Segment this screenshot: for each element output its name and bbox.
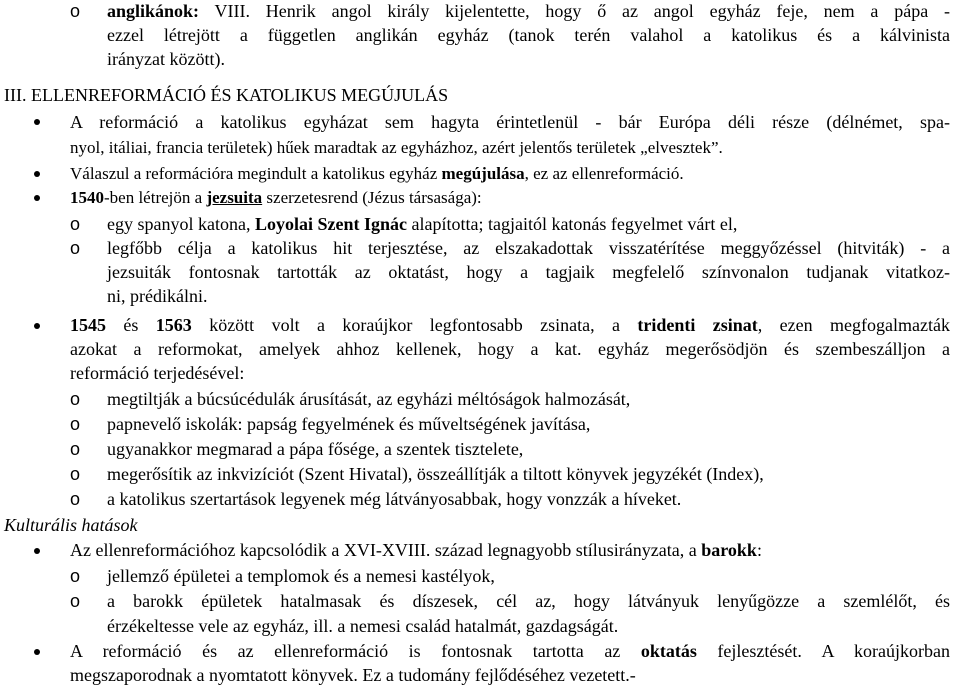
founder-name: Loyolai Szent Ignác bbox=[254, 214, 407, 234]
trent-item: a katolikus szertartások legyenek még látványosabbak, hogy vonzzák a híveket. bbox=[107, 489, 682, 509]
renewal-term: megújulása bbox=[441, 164, 525, 183]
education-line-2: megszaporodnak a nyomtatott könyvek. Ez a tudomány fejlődéséhez vezetett.- bbox=[70, 665, 636, 685]
bullet-dot bbox=[34, 548, 40, 554]
bullet-dot bbox=[34, 323, 40, 329]
trent-line-2: azokat a reformokat, amelyek ahhoz kellenek, hogy a kat. egyház megerősödjön és szembeszálljon a bbox=[70, 339, 950, 359]
baroque-item-line-2: érzékeltesse vele az egyház, ill. a nemesi család hatalmát, gazdagságát. bbox=[107, 616, 619, 636]
jesuit-line: 1540-ben létrejön a jezsuita szerzetesrend (Jézus társasága): bbox=[70, 188, 482, 207]
sub-bullet-marker: o bbox=[70, 1, 81, 21]
section-heading: III. ELLENREFORMÁCIÓ ÉS KATOLIKUS MEGÚJULÁS bbox=[4, 85, 449, 105]
baroque-item: jellemző épületei a templomok és a nemesi kastélyok, bbox=[107, 566, 495, 586]
trent-line-1: 1545 és 1563 között volt a koraújkor legfontosabb zsinata, a tridenti zsinat, ezen megfogalmazták bbox=[70, 315, 950, 335]
sub-bullet-marker: o bbox=[70, 214, 81, 234]
anglican-line-2: ezzel létrejött a független anglikán egyház (tanok terén valahol a katolikus és a kálvinista bbox=[107, 25, 950, 45]
jesuit-term: jezsuita bbox=[206, 188, 263, 207]
sub-bullet-marker: o bbox=[70, 389, 81, 409]
renewal-line: Válaszul a reformációra megindult a katolikus egyház megújulása, ez az ellenreformáció. bbox=[70, 164, 684, 183]
trent-item: megtiltják a búcsúcédulák árusítását, az egyházi méltóságok halmozását, bbox=[107, 389, 631, 409]
bullet-dot bbox=[34, 119, 40, 125]
bullet-dot bbox=[34, 195, 40, 201]
sub-bullet-marker: o bbox=[70, 439, 81, 459]
sub-bullet-marker: o bbox=[70, 489, 81, 509]
sub-bullet-marker: o bbox=[70, 238, 81, 258]
sub-bullet-marker: o bbox=[70, 464, 81, 484]
jesuit-goal-line-3: ni, prédikálni. bbox=[107, 286, 208, 306]
reform-line-2: nyol, itáliai, francia területek) hűek maradtak az egyházhoz, azért jelentős területek „elvesztek”. bbox=[70, 138, 723, 157]
baroque-item-line-1: a barokk épületek hatalmasak és díszesek, cél az, hogy látványuk lenyűgözze a szemlélőt, és bbox=[107, 591, 950, 611]
education-line-1: A reformáció és az ellenreformáció is fontosnak tartotta az oktatás fejlesztését. A koraújkorban bbox=[70, 641, 950, 661]
year-1540: 1540 bbox=[70, 188, 104, 207]
year-1545: 1545 bbox=[70, 315, 106, 335]
trent-item: megerősítik az inkvizíciót (Szent Hivatal), összeállítják a tiltott könyvek jegyzékét (Index), bbox=[107, 464, 764, 484]
trent-item: ugyanakkor megmarad a pápa fősége, a szentek tisztelete, bbox=[107, 439, 524, 459]
baroque-term: barokk bbox=[701, 540, 757, 560]
trent-item: papnevelő iskolák: papság fegyelmének és műveltségének javítása, bbox=[107, 414, 591, 434]
culture-heading: Kulturális hatások bbox=[4, 515, 138, 535]
sub-bullet-marker: o bbox=[70, 591, 81, 611]
sub-bullet-marker: o bbox=[70, 566, 81, 586]
sub-bullet-marker: o bbox=[70, 414, 81, 434]
jesuit-founder-line: egy spanyol katona, Loyolai Szent Ignác alapította; tagjaitól katonás fegyelmet várt el, bbox=[107, 214, 738, 234]
anglican-line-3: irányzat között). bbox=[107, 49, 225, 69]
jesuit-goal-line-1: legfőbb célja a katolikus hit terjesztése, az elszakadottak visszatérítése meggyőzéssel (hitviták) - a bbox=[107, 238, 950, 258]
baroque-line: Az ellenreformációhoz kapcsolódik a XVI-XVIII. század legnagyobb stílusirányzata, a barokk: bbox=[70, 540, 762, 560]
reform-line-1: A reformáció a katolikus egyházat sem hagyta érintetlenül - bár Európa déli része (délnémet, spa- bbox=[70, 112, 950, 132]
anglican-line-1: anglikánok: VIII. Henrik angol király kijelentette, hogy ő az angol egyház feje, nem a pápa - bbox=[107, 1, 950, 21]
education-term: oktatás bbox=[640, 641, 697, 661]
bullet-dot bbox=[34, 171, 40, 177]
anglican-term: anglikánok: bbox=[107, 1, 200, 21]
jesuit-goal-line-2: jezsuiták fontosnak tartották az oktatást, hogy a tagjaik megfelelő színvonalon tudjanak vitatkoz- bbox=[107, 262, 950, 282]
year-1563: 1563 bbox=[155, 315, 192, 335]
trent-council-term: tridenti zsinat bbox=[637, 315, 758, 335]
bullet-dot bbox=[34, 649, 40, 655]
trent-line-3: reformáció terjedésével: bbox=[70, 363, 245, 383]
